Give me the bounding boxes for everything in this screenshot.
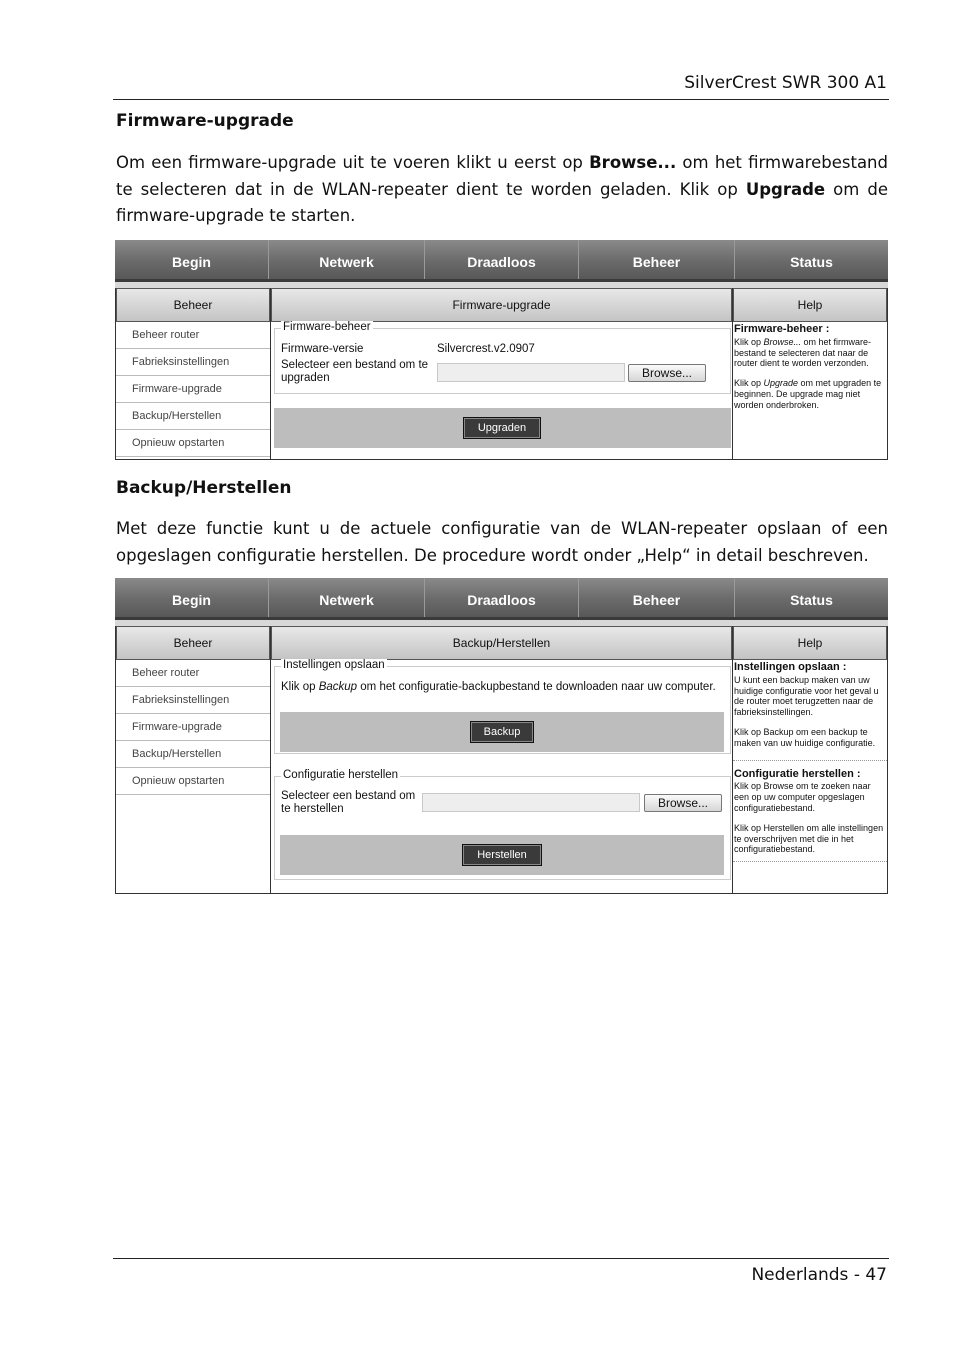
main-panel — [271, 288, 733, 460]
help-content — [733, 322, 887, 422]
help-heading: Configuratie herstellen : — [734, 767, 861, 780]
sidebar-item-fabrieksinstellingen[interactable]: Fabrieksinstellingen — [116, 687, 270, 714]
document-title: SilverCrest SWR 300 A1 — [684, 73, 887, 93]
sidebar-item-backup-herstellen[interactable]: Backup/Herstellen — [116, 403, 270, 430]
top-nav — [115, 240, 888, 282]
help-panel — [733, 288, 888, 460]
router-ui-backup — [115, 578, 888, 894]
help-heading: Instellingen opslaan : — [734, 661, 847, 673]
document-header — [113, 70, 889, 100]
file-path-input[interactable] — [437, 363, 625, 382]
select-file-label: Selecteer een bestand om te herstellen — [281, 790, 416, 815]
help-title: Help — [733, 626, 887, 660]
version-value: Silvercrest.v2.0907 — [437, 343, 535, 355]
top-nav — [115, 578, 888, 620]
help-heading: Firmware-beheer : — [734, 323, 830, 335]
restore-action-bar — [280, 835, 724, 875]
upgrade-button[interactable]: Upgraden — [463, 417, 541, 439]
main-title: Firmware-upgrade — [271, 288, 732, 322]
sidebar — [115, 626, 271, 894]
sidebar-item-fabrieksinstellingen[interactable]: Fabrieksinstellingen — [116, 349, 270, 376]
fieldset-legend: Firmware-beheer — [283, 321, 371, 333]
nav-netwerk[interactable]: Netwerk — [269, 578, 425, 617]
sidebar-title: Beheer — [116, 626, 270, 660]
nav-beheer[interactable]: Beheer — [579, 578, 735, 617]
fieldset-legend: Configuratie herstellen — [283, 769, 399, 781]
section-heading-firmware: Firmware-upgrade — [116, 111, 294, 131]
nav-netwerk[interactable]: Netwerk — [269, 240, 425, 279]
firmware-fieldset — [274, 321, 731, 394]
help-title: Help — [733, 288, 887, 322]
sidebar-item-beheer-router[interactable]: Beheer router — [116, 322, 270, 349]
restore-config-fieldset — [274, 769, 731, 880]
restore-button[interactable]: Herstellen — [462, 844, 542, 866]
backup-button[interactable]: Backup — [470, 721, 534, 743]
help-content-save — [733, 660, 887, 761]
main-panel — [271, 626, 733, 894]
sidebar-item-beheer-router[interactable]: Beheer router — [116, 660, 270, 687]
help-text: Klik op Upgrade om met upgraden te beginnen. De upgrade mag niet worden onderbroken. — [734, 378, 882, 410]
sidebar — [115, 288, 271, 460]
paragraph-firmware: Om een firmware-upgrade uit te voeren klikt u eerst op Browse... om het firmwarebestand te selecteren dat in de WLAN-repeater dient te worden geladen. Klik op Upgrade om de firmware-upgrade te starten. — [116, 153, 888, 225]
nav-begin[interactable]: Begin — [115, 578, 269, 617]
nav-draadloos[interactable]: Draadloos — [425, 240, 579, 279]
backup-instructions: Klik op Backup om het configuratie-backupbestand te downloaden naar uw computer. — [281, 681, 716, 693]
help-panel — [733, 626, 888, 894]
main-title: Backup/Herstellen — [271, 626, 732, 660]
fieldset-legend: Instellingen opslaan — [283, 659, 385, 671]
help-text: Klik op Browse... om het firmware-bestand te selecteren dat naar de router dient te worden verzonden. — [734, 336, 872, 369]
select-file-label: Selecteer een bestand om te upgraden — [281, 359, 429, 384]
sidebar-item-opnieuw-opstarten[interactable]: Opnieuw opstarten — [116, 430, 270, 457]
nav-status[interactable]: Status — [790, 254, 833, 270]
nav-begin[interactable]: Begin — [115, 240, 269, 279]
sidebar-title: Beheer — [116, 288, 270, 322]
page-number: Nederlands - 47 — [751, 1265, 887, 1285]
router-ui-firmware — [115, 240, 888, 460]
bottom-border — [115, 459, 888, 460]
action-bar — [274, 408, 731, 448]
browse-button[interactable]: Browse... — [628, 364, 706, 382]
file-path-input[interactable] — [422, 793, 640, 812]
help-text: Klik op Herstellen om alle instellingen te overschrijven met die in het configuratiebestand. — [734, 822, 884, 855]
nav-draadloos[interactable]: Draadloos — [425, 578, 579, 617]
paragraph-backup: Met deze functie kunt u de actuele configuratie van de WLAN-repeater opslaan of een opgeslagen configuratie herstellen. De procedure wordt onder „Help“ in detail beschreven. — [116, 519, 888, 565]
backup-action-bar — [280, 712, 724, 752]
sidebar-item-firmware-upgrade[interactable]: Firmware-upgrade — [116, 376, 270, 403]
sidebar-item-firmware-upgrade[interactable]: Firmware-upgrade — [116, 714, 270, 741]
help-text: Klik op Browse om te zoeken naar een op uw computer opgeslagen configuratiebestand. — [734, 781, 871, 813]
document-footer — [113, 1258, 889, 1285]
section-heading-backup: Backup/Herstellen — [116, 478, 292, 498]
save-settings-fieldset — [274, 659, 731, 754]
help-text: U kunt een backup maken van uw huidige configuratie voor het geval u de router moet terugzetten naar de fabrieksinstellingen. — [734, 674, 879, 718]
help-text: Klik op Backup om een backup te maken van uw huidige configuratie. — [734, 726, 876, 748]
nav-beheer[interactable]: Beheer — [579, 240, 735, 279]
browse-button[interactable]: Browse... — [644, 794, 722, 812]
bottom-border — [115, 893, 888, 894]
sidebar-item-backup-herstellen[interactable]: Backup/Herstellen — [116, 741, 270, 768]
version-label: Firmware-versie — [281, 343, 364, 355]
help-content-restore — [733, 761, 887, 863]
nav-status[interactable]: Status — [790, 592, 833, 608]
sidebar-item-opnieuw-opstarten[interactable]: Opnieuw opstarten — [116, 768, 270, 795]
